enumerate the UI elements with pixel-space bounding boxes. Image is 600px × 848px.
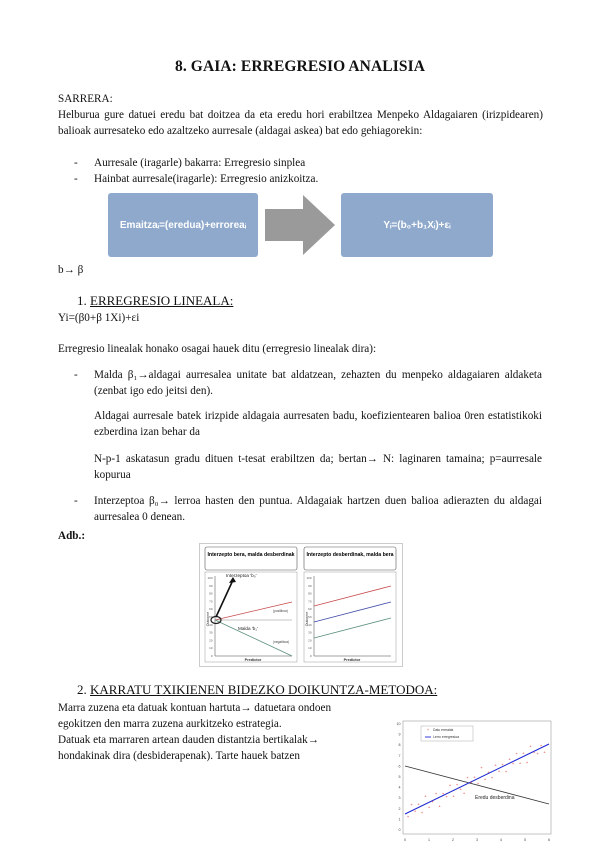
data-point: +: [445, 794, 448, 800]
slope-sub-1: Aldagai aurresale batek irizpide aldagaia aurresaten badu, koefizientearen balioa 0ren estatistikoki ezberdina izan behar da: [94, 410, 542, 438]
y-tick: 20: [209, 638, 213, 643]
data-point: +: [406, 813, 410, 819]
data-point: +: [539, 743, 543, 749]
section-2-number: 2.: [77, 682, 87, 697]
b-to-beta-note: b→ β: [58, 264, 84, 276]
left-y-label: Outcome: [206, 611, 210, 627]
y-tick: 60: [209, 607, 213, 612]
negative-label: (negatiboa): [273, 640, 290, 644]
y-tick: 70: [209, 599, 213, 604]
y-tick: 1: [398, 817, 401, 822]
intro-bullet-1: Aurresale (iragarle) bakarra: Erregresio sinplea: [94, 157, 306, 169]
right-panel-title-box: [304, 547, 396, 570]
slope-bullet: Malda β₁→aldagai aurresalea unitate bat aldatzean, zehazten du menpeko aldagaiaren aldaketa (zenbat igo edo jeitsi den).: [94, 369, 542, 397]
data-point: +: [501, 761, 504, 767]
data-point: +: [441, 790, 445, 796]
y-tick: 40: [308, 622, 312, 627]
y-tick: 50: [209, 615, 213, 619]
y-tick: 10: [209, 646, 213, 651]
right-panel-title: Interzepto desberdinak, malda bera: [306, 552, 394, 558]
data-point: +: [417, 801, 420, 807]
y-tick: 3: [398, 796, 401, 801]
data-point: +: [476, 780, 480, 786]
y-tick: 0: [210, 654, 213, 658]
section-2-line-2: egokitzen den marra zuzena aurkitzeko estrategia.: [58, 718, 282, 730]
arrow-right-icon: [265, 195, 335, 255]
y-tick: 9: [398, 732, 401, 737]
left-x-label: Predictor: [244, 658, 262, 662]
section-1-title: ERREGRESIO LINEALA:: [90, 293, 234, 308]
y-tick: 70: [308, 599, 312, 604]
left-panel-title: Interzepto bera, malda desberdinak: [207, 552, 295, 558]
bullet-dash: -: [74, 173, 78, 185]
data-point: +: [462, 790, 466, 796]
section-2-line-3: Datuak eta marraren artean dauden distantzia bertikalak→: [58, 734, 319, 746]
data-point: +: [504, 769, 508, 775]
y-tick: 0: [309, 654, 312, 658]
bullet-dash: -: [74, 495, 78, 507]
data-point: +: [427, 804, 431, 810]
least-squares-figure: [393, 718, 556, 846]
y-tick: 90: [308, 583, 312, 588]
intro-bullet-2: Hainbat aurresale(iragarle): Erregresio anizkoitza.: [94, 173, 319, 185]
flow-box-model: Yᵢ=(b₀+b₁Xᵢ)+εᵢ: [341, 193, 493, 257]
x-tick: 5: [524, 838, 526, 842]
data-point: +: [490, 775, 494, 781]
data-point: +: [522, 750, 525, 756]
data-point: +: [511, 760, 515, 766]
slope-annotation: Malda 'b₁': [238, 626, 258, 631]
x-tick: 0: [404, 838, 406, 842]
bullet-dash: -: [74, 157, 78, 169]
y-tick: 100: [207, 576, 213, 580]
left-panel-title-box: [205, 547, 297, 570]
y-tick: 2: [398, 806, 401, 811]
data-point: +: [469, 780, 473, 786]
intro-paragraph: Helburua gure datuei eredu bat doitzea da eta eredu hori erabiltzea Menpeko Aldagaiaren (irizpidearen) balioak aurresateko edo azaltzeko aurresale (aldagai askea) bat edo gehiagorekin:: [58, 109, 543, 137]
section-2-heading: [77, 682, 437, 698]
data-point: +: [543, 749, 546, 755]
section-1-number: 1.: [77, 293, 87, 308]
legend-line-label: Lerro erregresioa: [433, 735, 460, 739]
bullet-dash: -: [74, 369, 78, 381]
alternative-model-label: Eredu desberdina: [475, 795, 515, 801]
data-point: +: [508, 756, 511, 762]
regression-formula: Yi=(β0+β 1Xi)+εi: [58, 312, 140, 324]
legend-data-label: Datu errealak: [433, 728, 454, 732]
intro-label: SARRERA:: [58, 93, 113, 105]
data-point: +: [452, 793, 455, 799]
y-tick: 60: [308, 607, 312, 612]
section-1-heading: [77, 293, 233, 309]
data-point: +: [518, 760, 522, 766]
data-point: +: [494, 762, 497, 768]
data-point: +: [459, 786, 462, 792]
x-tick: 6: [548, 838, 550, 842]
x-tick: 1: [428, 838, 430, 842]
data-point: +: [434, 791, 438, 797]
x-tick: 2: [452, 838, 454, 842]
y-tick: 20: [308, 638, 312, 643]
intercept-slope-figure: [199, 543, 403, 667]
y-tick: 6: [398, 764, 401, 769]
data-point: +: [515, 751, 518, 757]
data-point: +: [529, 743, 532, 749]
data-point: +: [420, 810, 424, 816]
y-tick: 7: [398, 753, 401, 758]
data-point: +: [466, 774, 469, 780]
slope-sub-2: N-p-1 askatasun gradu dituen t-tesat erabiltzen da; bertan→ N: laginaren tamaina; p=aurresale kopurua: [94, 453, 542, 481]
data-point: +: [480, 765, 483, 771]
data-point: +: [473, 774, 476, 780]
right-y-label: Outcome: [305, 611, 309, 627]
y-tick-labels: [397, 722, 401, 832]
y-tick: 30: [308, 630, 312, 635]
data-point: +: [410, 802, 413, 808]
example-label: Adb.:: [58, 530, 86, 542]
intercept-annotation: Interzeptoa 'b₀': [226, 573, 257, 578]
model-flow-diagram: [108, 193, 493, 257]
y-tick: 90: [209, 583, 213, 588]
data-point: +: [525, 759, 529, 765]
x-tick: 3: [476, 838, 478, 842]
x-tick-labels: [404, 838, 550, 842]
data-point: +: [431, 798, 434, 804]
data-point: +: [536, 750, 539, 756]
y-tick: 5: [398, 775, 401, 779]
legend-marker-icon: +: [427, 728, 430, 732]
intercept-bullet: Interzeptoa β₀→ lerroa hasten den puntua. Aldagaiak hartzen duen balioa adierazten du aldagai aurresalea 0 denean.: [94, 495, 542, 523]
y-tick: 80: [209, 591, 213, 596]
y-tick: 0: [398, 828, 401, 832]
y-tick: 30: [209, 630, 213, 635]
x-tick: 4: [500, 838, 502, 842]
data-point: +: [497, 768, 501, 774]
data-point: +: [455, 782, 459, 788]
y-tick: 80: [308, 591, 312, 596]
right-x-label: Predictor: [343, 658, 361, 662]
y-tick: 40: [209, 622, 213, 627]
y-tick: 10: [308, 646, 312, 651]
positive-label: (positiboa): [273, 609, 288, 613]
y-tick: 10: [396, 722, 401, 726]
page-title: 8. GAIA: ERREGRESIO ANALISIA: [175, 58, 425, 75]
flow-box-outcome: Emaitzaᵢ=(eredua)+erroreaᵢ: [108, 193, 258, 257]
y-tick: 8: [398, 743, 401, 748]
data-point: +: [448, 782, 452, 788]
section-2-title: KARRATU TXIKIENEN BIDEZKO DOIKUNTZA-METODOA:: [90, 682, 438, 697]
y-tick: 100: [306, 576, 312, 580]
section-1-paragraph: Erregresio linealak honako osagai hauek ditu (erregresio linealak dira):: [58, 343, 377, 355]
section-2-line-1: Marra zuzena eta datuak kontuan hartuta→ datuetara ondoen: [58, 702, 332, 714]
data-point: +: [424, 793, 427, 799]
data-point: +: [438, 803, 441, 809]
right-panel: [304, 572, 396, 662]
data-point: +: [532, 749, 536, 755]
section-2-line-4: hondakinak dira (desbiderapenak). Tarte hauek batzen: [58, 750, 300, 762]
y-tick: 50: [308, 615, 312, 619]
y-tick: 4: [398, 785, 401, 790]
data-point: +: [487, 769, 490, 775]
data-point: +: [483, 776, 487, 782]
data-point: +: [413, 808, 417, 814]
